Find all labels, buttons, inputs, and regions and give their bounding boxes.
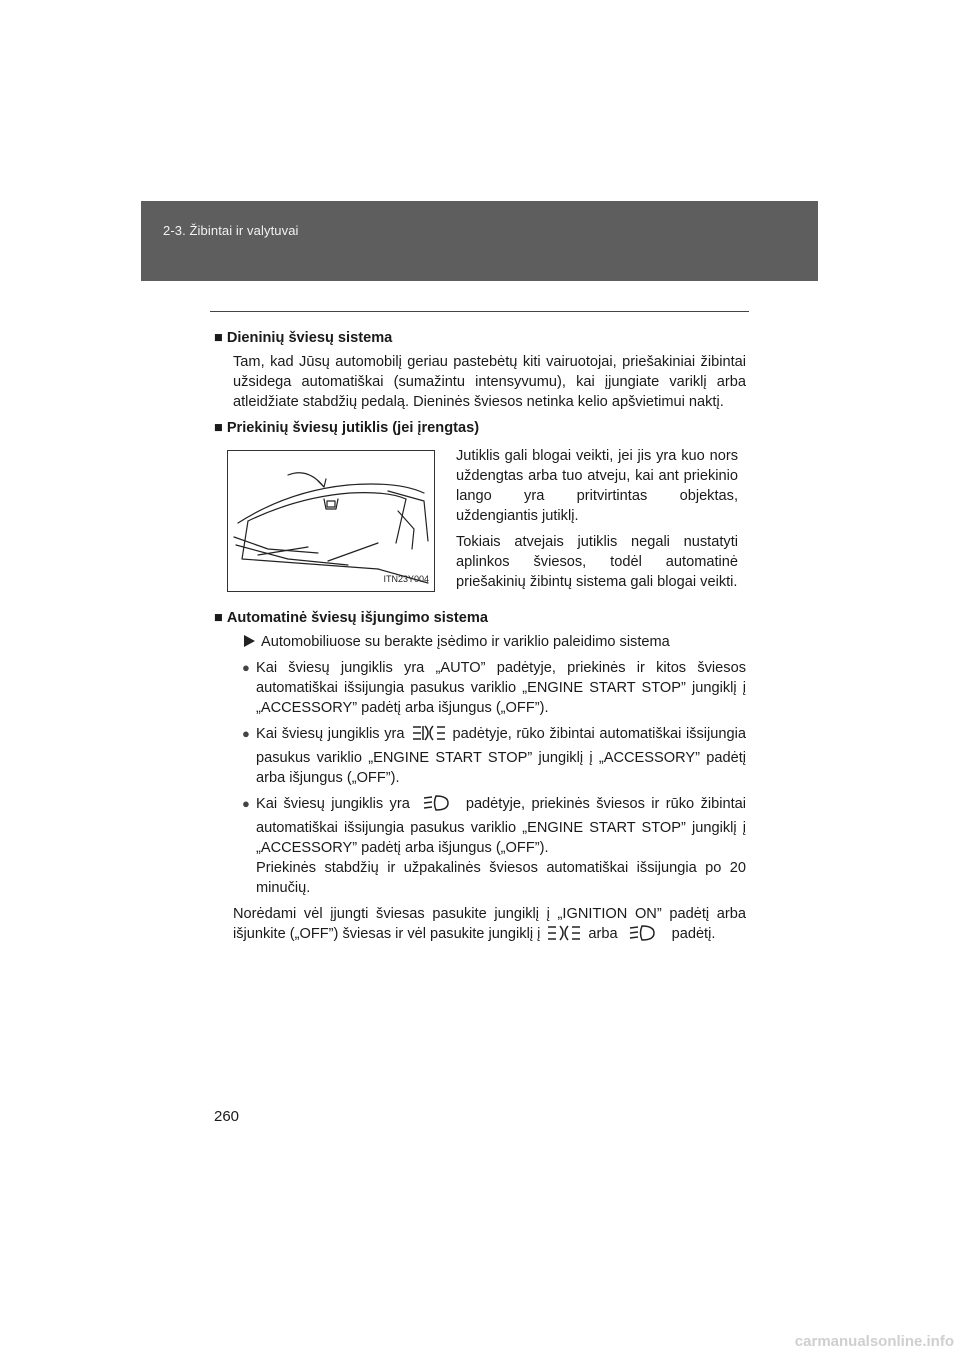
watermark: carmanualsonline.info: [794, 1333, 954, 1350]
circle-bullet-icon: ●: [242, 796, 250, 811]
triangle-pointer-icon: [244, 635, 255, 647]
bullet-headlight-text-post: padėtyje, priekinės šviesos ir rūko žibintai automatiškai išsijungia pasukus variklio „ENGINE START STOP” jungiklį į „ACCESSORY” padėtį arba išjungus („OFF”).: [256, 796, 746, 856]
drl-title: Dieninių šviesų sistema: [226, 330, 393, 346]
drl-text: Tam, kad Jūsų automobilį geriau pastebėtų kiti vairuotojai, priešakiniai žibintai užsidega automatiškai (sumažintu intensyvumu), kai įjungiate variklį arba atleidžiate stabdžių pedalą. Dieninės šviesos netinka kelio apšvietimui naktį.: [233, 354, 746, 410]
sensor-section: [214, 446, 746, 608]
page-content: [214, 328, 746, 948]
sensor-title: Priekinių šviesų jutiklis (jei įrengtas): [226, 420, 480, 436]
closing-text-or: arba: [588, 926, 618, 942]
auto-off-heading: [214, 608, 746, 628]
square-bullet-icon: ■: [214, 610, 223, 626]
drl-heading: [214, 328, 746, 348]
bullet-fog-text-post: padėtyje, rūko žibintai automatiškai išsijungia pasukus variklio „ENGINE START STOP” jungiklį į „ACCESSORY” padėtį arba išjungus („OFF”).: [256, 726, 746, 786]
windshield-sensor-illustration: [227, 450, 435, 592]
sensor-text: [456, 446, 738, 598]
auto-off-title: Automatinė šviesų išjungimo sistema: [226, 610, 488, 626]
front-fog-light-icon: [546, 924, 582, 948]
bullet-headlight-text-pre: Kai šviesų jungiklis yra: [256, 796, 410, 812]
square-bullet-icon: ■: [214, 420, 223, 436]
sensor-heading: [214, 418, 746, 438]
front-fog-light-icon: [411, 724, 447, 748]
section-title: 2-3. Žibintai ir valytuvai: [163, 223, 299, 238]
square-bullet-icon: ■: [214, 330, 223, 346]
page-number: 260: [214, 1108, 240, 1125]
chapter-header: [141, 201, 818, 281]
circle-bullet-icon: ●: [242, 660, 250, 675]
headlight-icon: [628, 924, 658, 948]
closing-text-pre: Norėdami vėl įjungti šviesas pasukite jungiklį į „IGNITION ON” padėtį arba išjunkite („OFF”) šviesas ir vėl pasukite jungiklį į: [233, 906, 746, 942]
sensor-text-1: Jutiklis gali blogai veikti, jei jis yra kuo nors uždengtas arba tuo atveju, kai ant priekinio lango yra pritvirtintas objektas, uždengiantis jutiklį.: [456, 448, 738, 524]
bullet-fog-text-pre: Kai šviesų jungiklis yra: [256, 726, 405, 742]
circle-bullet-icon: ●: [242, 726, 250, 741]
bullet-headlight: [242, 794, 746, 898]
bullet-headlight-note: Priekinės stabdžių ir užpakalinės šviesos automatiškai išsijungia po 20 minučių.: [256, 860, 746, 896]
bullet-fog: [242, 724, 746, 788]
keyless-subheading-text: Automobiliuose su berakte įsėdimo ir variklio paleidimo sistema: [261, 634, 670, 650]
bullet-auto: [242, 658, 746, 718]
figure-code: ITN23Y004: [383, 574, 429, 584]
headlight-icon: [422, 794, 452, 818]
closing-paragraph: [233, 904, 746, 948]
closing-text-post: padėtį.: [671, 926, 716, 942]
sensor-text-2: Tokiais atvejais jutiklis negali nustatyti aplinkos šviesos, todėl automatinė priešakinių žibintų sistema gali blogai veikti.: [456, 534, 738, 590]
keyless-subheading: [244, 632, 746, 652]
bullet-auto-text: Kai šviesų jungiklis yra „AUTO” padėtyje, priekinės ir kitos šviesos automatiškai išsijungia pasukus variklio „ENGINE START STOP” jungiklį į „ACCESSORY” padėtį arba išjungus („OFF”).: [256, 660, 746, 716]
top-rule: [210, 311, 749, 312]
